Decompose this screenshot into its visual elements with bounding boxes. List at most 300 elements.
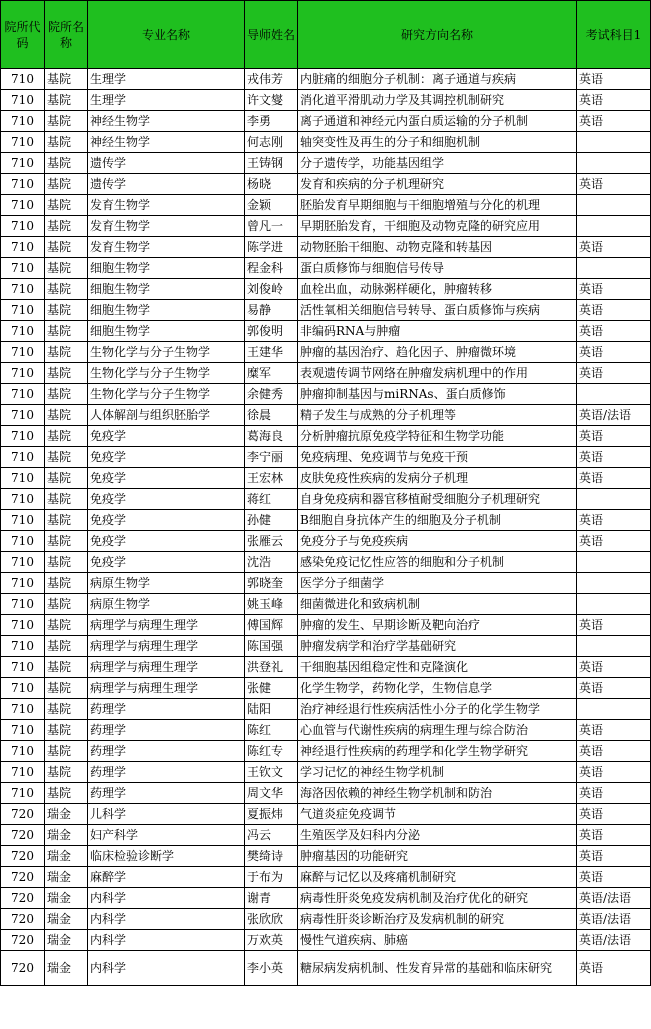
cell-advisor: 陈国强 xyxy=(245,636,298,657)
cell-major: 病原生物学 xyxy=(88,594,245,615)
cell-major: 免疫学 xyxy=(88,426,245,447)
cell-exam: 英语 xyxy=(577,300,651,321)
cell-code: 710 xyxy=(1,636,45,657)
table-row xyxy=(1,804,651,825)
cell-code: 710 xyxy=(1,762,45,783)
cell-exam: 英语 xyxy=(577,657,651,678)
cell-major: 发育生物学 xyxy=(88,216,245,237)
cell-direction: 治疗神经退行性疾病活性小分子的化学生物学 xyxy=(298,699,577,720)
cell-code: 710 xyxy=(1,489,45,510)
cell-institute: 瑞金 xyxy=(45,867,88,888)
cell-direction: 糖尿病发病机制、性发育异常的基础和临床研究 xyxy=(298,951,577,986)
cell-advisor: 孙健 xyxy=(245,510,298,531)
cell-institute: 瑞金 xyxy=(45,846,88,867)
cell-major: 药理学 xyxy=(88,783,245,804)
table-row xyxy=(1,615,651,636)
cell-exam: 英语 xyxy=(577,762,651,783)
cell-institute: 基院 xyxy=(45,300,88,321)
table-row xyxy=(1,111,651,132)
cell-advisor: 金颖 xyxy=(245,195,298,216)
cell-institute: 基院 xyxy=(45,678,88,699)
cell-exam xyxy=(577,153,651,174)
cell-direction: 胚胎发育早期细胞与干细胞增殖与分化的机理 xyxy=(298,195,577,216)
table-row xyxy=(1,321,651,342)
table-row xyxy=(1,237,651,258)
cell-advisor: 王钦文 xyxy=(245,762,298,783)
cell-exam: 英语 xyxy=(577,321,651,342)
header-institute: 院所名称 xyxy=(45,1,88,69)
table-row xyxy=(1,678,651,699)
cell-code: 710 xyxy=(1,699,45,720)
cell-exam: 英语 xyxy=(577,174,651,195)
table-row xyxy=(1,300,651,321)
cell-major: 发育生物学 xyxy=(88,237,245,258)
cell-advisor: 王建华 xyxy=(245,342,298,363)
cell-major: 免疫学 xyxy=(88,531,245,552)
cell-major: 遗传学 xyxy=(88,153,245,174)
cell-exam: 英语 xyxy=(577,447,651,468)
cell-advisor: 李小英 xyxy=(245,951,298,986)
cell-direction: 早期胚胎发育，干细胞及动物克隆的研究应用 xyxy=(298,216,577,237)
cell-institute: 基院 xyxy=(45,468,88,489)
cell-major: 病理学与病理生理学 xyxy=(88,636,245,657)
cell-exam: 英语/法语 xyxy=(577,405,651,426)
cell-advisor: 刘俊岭 xyxy=(245,279,298,300)
cell-code: 720 xyxy=(1,804,45,825)
cell-direction: 免疫病理、免疫调节与免疫干预 xyxy=(298,447,577,468)
cell-institute: 基院 xyxy=(45,69,88,90)
cell-exam: 英语 xyxy=(577,846,651,867)
cell-exam xyxy=(577,216,651,237)
cell-code: 710 xyxy=(1,195,45,216)
cell-direction: 气道炎症免疫调节 xyxy=(298,804,577,825)
cell-advisor: 谢青 xyxy=(245,888,298,909)
cell-exam: 英语 xyxy=(577,951,651,986)
cell-code: 720 xyxy=(1,930,45,951)
cell-exam xyxy=(577,636,651,657)
cell-major: 妇产科学 xyxy=(88,825,245,846)
cell-major: 药理学 xyxy=(88,720,245,741)
cell-major: 药理学 xyxy=(88,762,245,783)
table-header xyxy=(1,1,651,69)
cell-exam: 英语/法语 xyxy=(577,888,651,909)
cell-code: 710 xyxy=(1,720,45,741)
cell-major: 病理学与病理生理学 xyxy=(88,657,245,678)
cell-exam xyxy=(577,195,651,216)
table-row xyxy=(1,846,651,867)
cell-advisor: 陈学进 xyxy=(245,237,298,258)
header-advisor: 导师姓名 xyxy=(245,1,298,69)
cell-direction: 干细胞基因组稳定性和克隆演化 xyxy=(298,657,577,678)
cell-major: 病原生物学 xyxy=(88,573,245,594)
table-row xyxy=(1,174,651,195)
cell-code: 710 xyxy=(1,510,45,531)
cell-institute: 基院 xyxy=(45,174,88,195)
cell-code: 710 xyxy=(1,174,45,195)
cell-institute: 基院 xyxy=(45,720,88,741)
header-major: 专业名称 xyxy=(88,1,245,69)
table-row xyxy=(1,384,651,405)
table-row xyxy=(1,132,651,153)
cell-direction: 消化道平滑肌动力学及其调控机制研究 xyxy=(298,90,577,111)
cell-direction: 离子通道和神经元内蛋白质运输的分子机制 xyxy=(298,111,577,132)
cell-advisor: 程金科 xyxy=(245,258,298,279)
cell-major: 细胞生物学 xyxy=(88,300,245,321)
cell-direction: B细胞自身抗体产生的细胞及分子机制 xyxy=(298,510,577,531)
cell-advisor: 陈红专 xyxy=(245,741,298,762)
cell-major: 神经生物学 xyxy=(88,111,245,132)
cell-direction: 慢性气道疾病、肺癌 xyxy=(298,930,577,951)
cell-major: 临床检验诊断学 xyxy=(88,846,245,867)
cell-direction: 肿瘤的基因治疗、趋化因子、肿瘤微环境 xyxy=(298,342,577,363)
table-row xyxy=(1,867,651,888)
table-row xyxy=(1,531,651,552)
table-row xyxy=(1,69,651,90)
cell-exam: 英语 xyxy=(577,867,651,888)
header-direction: 研究方向名称 xyxy=(298,1,577,69)
cell-exam: 英语 xyxy=(577,111,651,132)
cell-code: 710 xyxy=(1,132,45,153)
cell-major: 生理学 xyxy=(88,69,245,90)
cell-institute: 基院 xyxy=(45,741,88,762)
cell-code: 720 xyxy=(1,825,45,846)
cell-institute: 基院 xyxy=(45,699,88,720)
cell-institute: 基院 xyxy=(45,552,88,573)
cell-major: 遗传学 xyxy=(88,174,245,195)
cell-major: 免疫学 xyxy=(88,468,245,489)
cell-major: 免疫学 xyxy=(88,489,245,510)
table-row xyxy=(1,216,651,237)
cell-direction: 动物胚胎干细胞、动物克隆和转基因 xyxy=(298,237,577,258)
cell-advisor: 许文燮 xyxy=(245,90,298,111)
cell-institute: 基院 xyxy=(45,447,88,468)
cell-exam xyxy=(577,594,651,615)
table-row xyxy=(1,783,651,804)
table-row xyxy=(1,258,651,279)
cell-major: 免疫学 xyxy=(88,447,245,468)
cell-advisor: 王铸钢 xyxy=(245,153,298,174)
cell-exam xyxy=(577,384,651,405)
table-row xyxy=(1,699,651,720)
cell-code: 710 xyxy=(1,111,45,132)
table-row xyxy=(1,657,651,678)
table-row xyxy=(1,405,651,426)
cell-direction: 血栓出血，动脉粥样硬化，肿瘤转移 xyxy=(298,279,577,300)
header-exam: 考试科目1 xyxy=(577,1,651,69)
cell-exam: 英语 xyxy=(577,615,651,636)
cell-advisor: 王宏林 xyxy=(245,468,298,489)
cell-institute: 基院 xyxy=(45,132,88,153)
cell-major: 免疫学 xyxy=(88,510,245,531)
cell-direction: 肿瘤基因的功能研究 xyxy=(298,846,577,867)
cell-institute: 基院 xyxy=(45,342,88,363)
cell-advisor: 张雁云 xyxy=(245,531,298,552)
cell-major: 人体解剖与组织胚胎学 xyxy=(88,405,245,426)
cell-exam: 英语/法语 xyxy=(577,909,651,930)
cell-direction: 分子遗传学，功能基因组学 xyxy=(298,153,577,174)
table-body xyxy=(1,69,651,986)
cell-code: 710 xyxy=(1,594,45,615)
cell-exam: 英语 xyxy=(577,342,651,363)
cell-major: 病理学与病理生理学 xyxy=(88,615,245,636)
cell-institute: 基院 xyxy=(45,90,88,111)
cell-code: 710 xyxy=(1,216,45,237)
cell-institute: 基院 xyxy=(45,237,88,258)
cell-code: 720 xyxy=(1,909,45,930)
cell-direction: 海洛因依赖的神经生物学机制和防治 xyxy=(298,783,577,804)
cell-exam: 英语 xyxy=(577,531,651,552)
cell-code: 710 xyxy=(1,468,45,489)
cell-code: 710 xyxy=(1,531,45,552)
cell-direction: 病毒性肝炎免疫发病机制及治疗优化的研究 xyxy=(298,888,577,909)
table-row xyxy=(1,909,651,930)
cell-code: 710 xyxy=(1,426,45,447)
cell-direction: 发育和疾病的分子机理研究 xyxy=(298,174,577,195)
cell-exam: 英语 xyxy=(577,237,651,258)
table-row xyxy=(1,468,651,489)
cell-institute: 基院 xyxy=(45,258,88,279)
cell-advisor: 葛海良 xyxy=(245,426,298,447)
cell-major: 病理学与病理生理学 xyxy=(88,678,245,699)
cell-major: 内科学 xyxy=(88,888,245,909)
cell-exam: 英语 xyxy=(577,825,651,846)
cell-institute: 基院 xyxy=(45,615,88,636)
cell-institute: 基院 xyxy=(45,531,88,552)
cell-institute: 基院 xyxy=(45,384,88,405)
cell-institute: 瑞金 xyxy=(45,804,88,825)
cell-advisor: 陆阳 xyxy=(245,699,298,720)
cell-major: 内科学 xyxy=(88,930,245,951)
cell-institute: 基院 xyxy=(45,573,88,594)
cell-exam xyxy=(577,489,651,510)
cell-major: 生物化学与分子生物学 xyxy=(88,384,245,405)
table-row xyxy=(1,342,651,363)
table-row xyxy=(1,489,651,510)
table-row xyxy=(1,510,651,531)
cell-code: 710 xyxy=(1,552,45,573)
cell-institute: 瑞金 xyxy=(45,909,88,930)
cell-direction: 蛋白质修饰与细胞信号传导 xyxy=(298,258,577,279)
cell-advisor: 糜军 xyxy=(245,363,298,384)
cell-institute: 基院 xyxy=(45,762,88,783)
cell-code: 710 xyxy=(1,447,45,468)
cell-institute: 基院 xyxy=(45,510,88,531)
cell-exam: 英语 xyxy=(577,468,651,489)
cell-code: 710 xyxy=(1,300,45,321)
cell-exam: 英语 xyxy=(577,69,651,90)
cell-direction: 细菌微进化和致病机制 xyxy=(298,594,577,615)
cell-exam: 英语 xyxy=(577,510,651,531)
table-row xyxy=(1,930,651,951)
cell-advisor: 冯云 xyxy=(245,825,298,846)
cell-direction: 病毒性肝炎诊断治疗及发病机制的研究 xyxy=(298,909,577,930)
cell-direction: 活性氧相关细胞信号转导、蛋白质修饰与疾病 xyxy=(298,300,577,321)
table-row xyxy=(1,447,651,468)
table-row xyxy=(1,825,651,846)
cell-direction: 肿瘤的发生、早期诊断及靶向治疗 xyxy=(298,615,577,636)
table-row xyxy=(1,279,651,300)
cell-code: 710 xyxy=(1,90,45,111)
cell-institute: 基院 xyxy=(45,195,88,216)
cell-major: 儿科学 xyxy=(88,804,245,825)
cell-exam: 英语 xyxy=(577,363,651,384)
cell-institute: 基院 xyxy=(45,594,88,615)
cell-advisor: 于布为 xyxy=(245,867,298,888)
cell-code: 710 xyxy=(1,237,45,258)
cell-advisor: 张健 xyxy=(245,678,298,699)
cell-institute: 瑞金 xyxy=(45,930,88,951)
cell-institute: 基院 xyxy=(45,426,88,447)
cell-exam xyxy=(577,573,651,594)
cell-institute: 基院 xyxy=(45,279,88,300)
cell-direction: 心血管与代谢性疾病的病理生理与综合防治 xyxy=(298,720,577,741)
cell-direction: 皮肤免疫性疾病的发病分子机理 xyxy=(298,468,577,489)
cell-institute: 基院 xyxy=(45,153,88,174)
cell-advisor: 余健秀 xyxy=(245,384,298,405)
cell-advisor: 姚玉峰 xyxy=(245,594,298,615)
cell-major: 细胞生物学 xyxy=(88,321,245,342)
cell-code: 720 xyxy=(1,888,45,909)
cell-advisor: 万欢英 xyxy=(245,930,298,951)
cell-advisor: 洪登礼 xyxy=(245,657,298,678)
cell-institute: 基院 xyxy=(45,636,88,657)
cell-direction: 肿瘤发病学和治疗学基础研究 xyxy=(298,636,577,657)
table-row xyxy=(1,741,651,762)
cell-code: 710 xyxy=(1,384,45,405)
cell-direction: 自身免疫病和器官移植耐受细胞分子机理研究 xyxy=(298,489,577,510)
cell-direction: 分析肿瘤抗原免疫学特征和生物学功能 xyxy=(298,426,577,447)
cell-code: 720 xyxy=(1,867,45,888)
cell-advisor: 夏振炜 xyxy=(245,804,298,825)
cell-advisor: 陈红 xyxy=(245,720,298,741)
cell-major: 药理学 xyxy=(88,699,245,720)
cell-direction: 生殖医学及妇科内分泌 xyxy=(298,825,577,846)
table-row xyxy=(1,195,651,216)
cell-major: 细胞生物学 xyxy=(88,279,245,300)
cell-code: 710 xyxy=(1,69,45,90)
cell-direction: 内脏痛的细胞分子机制：离子通道与疾病 xyxy=(298,69,577,90)
cell-major: 麻醉学 xyxy=(88,867,245,888)
cell-exam xyxy=(577,258,651,279)
cell-direction: 医学分子细菌学 xyxy=(298,573,577,594)
table-row xyxy=(1,762,651,783)
cell-code: 720 xyxy=(1,951,45,986)
cell-institute: 基院 xyxy=(45,489,88,510)
cell-exam: 英语 xyxy=(577,426,651,447)
cell-exam: 英语 xyxy=(577,741,651,762)
cell-advisor: 易静 xyxy=(245,300,298,321)
cell-institute: 基院 xyxy=(45,363,88,384)
cell-advisor: 李宁丽 xyxy=(245,447,298,468)
cell-exam xyxy=(577,552,651,573)
cell-advisor: 郭晓奎 xyxy=(245,573,298,594)
cell-institute: 瑞金 xyxy=(45,951,88,986)
cell-advisor: 何志刚 xyxy=(245,132,298,153)
table-row xyxy=(1,636,651,657)
cell-advisor: 沈浩 xyxy=(245,552,298,573)
cell-exam: 英语 xyxy=(577,90,651,111)
header-code: 院所代码 xyxy=(1,1,45,69)
table-row xyxy=(1,426,651,447)
cell-code: 710 xyxy=(1,321,45,342)
table-row xyxy=(1,363,651,384)
cell-advisor: 杨晓 xyxy=(245,174,298,195)
cell-advisor: 蒋红 xyxy=(245,489,298,510)
table-row xyxy=(1,951,651,986)
cell-code: 710 xyxy=(1,342,45,363)
cell-direction: 麻醉与记忆以及疼痛机制研究 xyxy=(298,867,577,888)
cell-direction: 轴突变性及再生的分子和细胞机制 xyxy=(298,132,577,153)
cell-code: 710 xyxy=(1,783,45,804)
cell-major: 生理学 xyxy=(88,90,245,111)
cell-institute: 基院 xyxy=(45,405,88,426)
cell-exam: 英语 xyxy=(577,783,651,804)
cell-institute: 瑞金 xyxy=(45,825,88,846)
cell-major: 生物化学与分子生物学 xyxy=(88,363,245,384)
cell-institute: 基院 xyxy=(45,657,88,678)
cell-advisor: 周文华 xyxy=(245,783,298,804)
cell-code: 710 xyxy=(1,153,45,174)
cell-code: 710 xyxy=(1,678,45,699)
table-row xyxy=(1,888,651,909)
table-row xyxy=(1,153,651,174)
cell-major: 内科学 xyxy=(88,951,245,986)
cell-direction: 感染免疫记忆性应答的细胞和分子机制 xyxy=(298,552,577,573)
cell-code: 710 xyxy=(1,615,45,636)
cell-code: 710 xyxy=(1,363,45,384)
cell-code: 710 xyxy=(1,741,45,762)
cell-advisor: 张欣欣 xyxy=(245,909,298,930)
cell-advisor: 李勇 xyxy=(245,111,298,132)
cell-direction: 表观遗传调节网络在肿瘤发病机理中的作用 xyxy=(298,363,577,384)
cell-major: 内科学 xyxy=(88,909,245,930)
cell-direction: 精子发生与成熟的分子机理等 xyxy=(298,405,577,426)
cell-major: 生物化学与分子生物学 xyxy=(88,342,245,363)
cell-institute: 基院 xyxy=(45,216,88,237)
cell-code: 710 xyxy=(1,279,45,300)
cell-institute: 基院 xyxy=(45,321,88,342)
cell-institute: 瑞金 xyxy=(45,888,88,909)
table-row xyxy=(1,594,651,615)
cell-code: 710 xyxy=(1,573,45,594)
table-row xyxy=(1,552,651,573)
cell-direction: 非编码RNA与肿瘤 xyxy=(298,321,577,342)
cell-advisor: 戎伟芳 xyxy=(245,69,298,90)
cell-direction: 神经退行性疾病的药理学和化学生物学研究 xyxy=(298,741,577,762)
cell-exam: 英语 xyxy=(577,720,651,741)
cell-exam: 英语/法语 xyxy=(577,930,651,951)
cell-institute: 基院 xyxy=(45,111,88,132)
cell-code: 710 xyxy=(1,405,45,426)
table-row xyxy=(1,90,651,111)
cell-advisor: 曾凡一 xyxy=(245,216,298,237)
cell-advisor: 郭俊明 xyxy=(245,321,298,342)
cell-code: 710 xyxy=(1,657,45,678)
cell-direction: 学习记忆的神经生物学机制 xyxy=(298,762,577,783)
cell-institute: 基院 xyxy=(45,783,88,804)
cell-exam xyxy=(577,132,651,153)
cell-direction: 肿瘤抑制基因与miRNAs、蛋白质修饰 xyxy=(298,384,577,405)
cell-code: 720 xyxy=(1,846,45,867)
cell-advisor: 樊绮诗 xyxy=(245,846,298,867)
cell-exam: 英语 xyxy=(577,678,651,699)
cell-exam: 英语 xyxy=(577,279,651,300)
cell-code: 710 xyxy=(1,258,45,279)
cell-major: 神经生物学 xyxy=(88,132,245,153)
cell-direction: 免疫分子与免疫疾病 xyxy=(298,531,577,552)
cell-advisor: 徐晨 xyxy=(245,405,298,426)
table-row xyxy=(1,573,651,594)
